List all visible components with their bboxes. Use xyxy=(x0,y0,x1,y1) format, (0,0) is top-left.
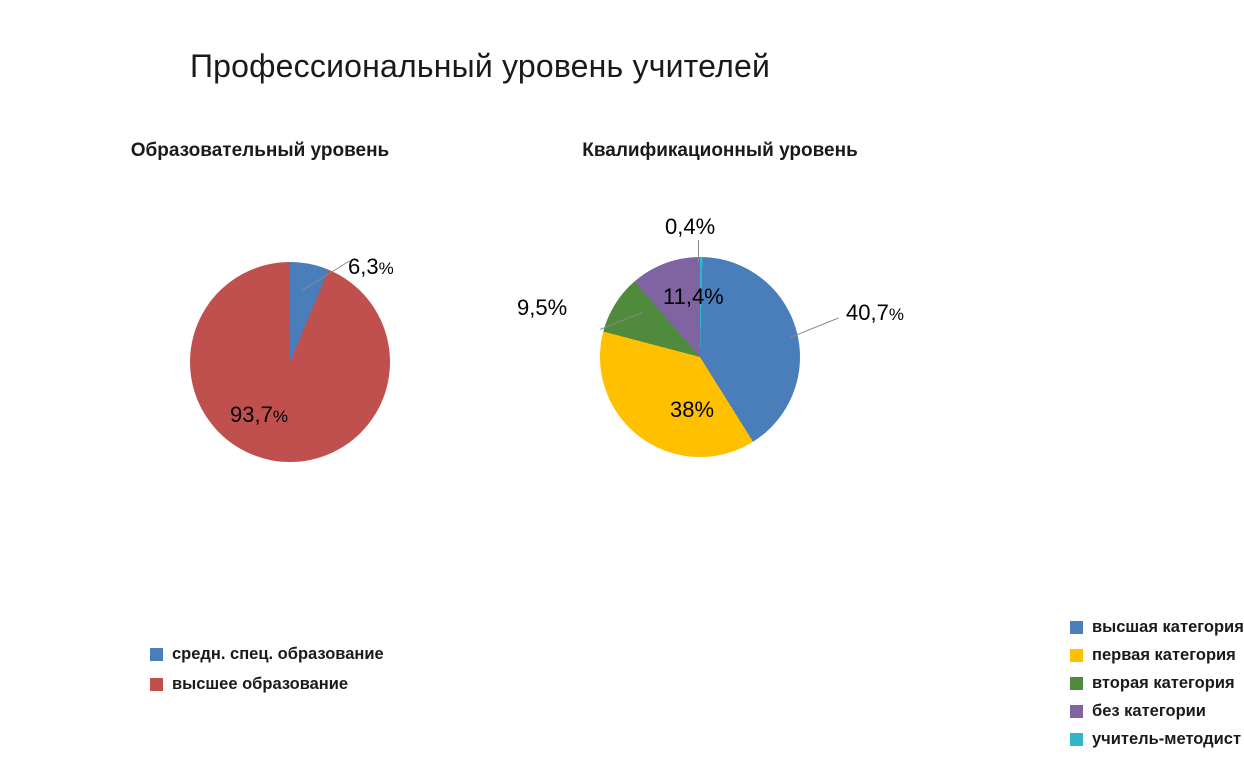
legend-item[interactable] xyxy=(150,675,384,694)
chart-title-education: Образовательный уровень xyxy=(130,140,390,161)
legend-item-label: средн. спец. образование xyxy=(172,645,384,663)
pie-education-slices xyxy=(190,262,390,462)
legend-item[interactable] xyxy=(150,645,384,664)
legend-swatch-icon xyxy=(1070,677,1083,690)
legend-qualification xyxy=(1070,618,1244,758)
legend-item-label: вторая категория xyxy=(1092,674,1235,692)
slice-label-higher-education: 93,7% xyxy=(230,402,288,427)
slice-label-methodist: 0,4% xyxy=(665,214,716,239)
legend-item-label: высшая категория xyxy=(1092,618,1244,636)
legend-item[interactable] xyxy=(1070,702,1244,721)
legend-swatch-icon xyxy=(150,678,163,691)
legend-swatch-icon xyxy=(150,648,163,661)
callout-line-higher-category xyxy=(790,318,839,338)
legend-swatch-icon xyxy=(1070,705,1083,718)
slice-label-higher-category: 40,7% xyxy=(846,300,904,325)
legend-education xyxy=(150,645,384,705)
legend-swatch-icon xyxy=(1070,649,1083,662)
chart-panel-education xyxy=(40,140,500,693)
legend-item-label: учитель-методист xyxy=(1092,730,1242,748)
legend-item-label: первая категория xyxy=(1092,646,1236,664)
page-title: Профессиональный уровень учителей xyxy=(189,48,771,84)
legend-item[interactable] xyxy=(1070,618,1244,637)
slice-label-second-category: 9,5% xyxy=(517,295,568,320)
legend-swatch-icon xyxy=(1070,621,1083,634)
legend-item-label: высшее образование xyxy=(172,675,349,693)
slice-label-first-category: 38% xyxy=(670,397,715,422)
legend-swatch-icon xyxy=(1070,733,1083,746)
legend-item[interactable] xyxy=(1070,730,1244,749)
slice-label-secondary-special: 6,3% xyxy=(348,254,394,279)
legend-item[interactable] xyxy=(1070,646,1244,665)
legend-item-label: без категории xyxy=(1092,702,1206,720)
legend-item[interactable] xyxy=(1070,674,1244,693)
chart-panel-qualification xyxy=(480,140,1244,748)
chart-title-qualification: Квалификационный уровень xyxy=(582,140,858,161)
callout-line-methodist xyxy=(698,240,699,262)
slice-label-no-category: 11,4% xyxy=(663,284,724,309)
